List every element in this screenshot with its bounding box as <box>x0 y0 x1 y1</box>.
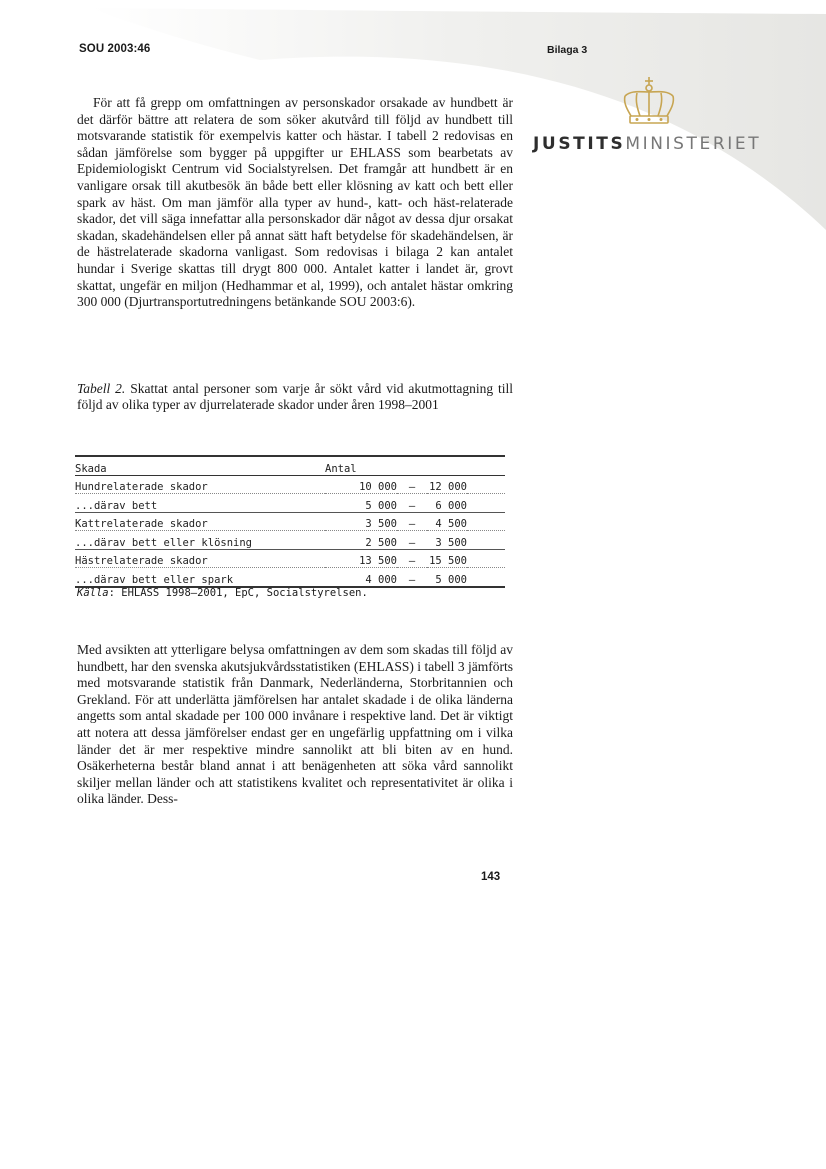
row-low: 4 000 <box>325 568 397 587</box>
row-high: 15 500 <box>427 549 467 568</box>
row-dash: – <box>397 568 427 587</box>
row-spacer <box>467 568 505 587</box>
source-label: Källa <box>77 587 109 599</box>
table-row <box>75 531 505 550</box>
body-paragraph-2: Med avsikten att ytterligare belysa omfattningen av dem som skadas till följd av hundbett, har den svenska akutsjukvårdsstatistiken (EHLASS) i tabell 3 jämförts med motsvarande statistik från Danmark, Nederländerna, Storbritannien och Grekland. För att underlätta jämförelsen har antalet skadade i de olika länderna angetts som antal skadade per 100 000 invånare i respektive land. Det är viktigt att notera att dessa jämförelser endast ger en ungefärlig uppfattning om i vilka länder det är mer respektive mindre sannolikt att bli biten av en hund. Osäkerheterna består bland annat i att benägenheten att söka vård sannolikt skiljer mellan länder och att statistikens kvalitet och representativitet är olika i olika länder. Dess- <box>77 642 513 807</box>
column-header-skada: Skada <box>75 456 325 475</box>
row-low: 10 000 <box>359 481 397 493</box>
table-caption-label: Tabell 2. <box>77 381 126 396</box>
table-row <box>75 512 505 531</box>
row-high: 4 500 <box>427 512 467 531</box>
row-high: 3 500 <box>427 531 467 550</box>
table-row <box>75 568 505 587</box>
row-high: 6 000 <box>427 494 467 513</box>
row-dash: – <box>397 549 427 568</box>
column-header-antal: Antal <box>325 456 467 475</box>
row-low: 3 500 <box>325 512 397 531</box>
injury-table <box>75 455 505 588</box>
row-dash: – <box>408 481 416 493</box>
source-text: : EHLASS 1998–2001, EpC, Socialstyrelsen. <box>108 587 368 599</box>
row-label: Hästrelaterade skador <box>75 549 325 568</box>
row-low: 2 500 <box>325 531 397 550</box>
row-label: ...därav bett eller klösning <box>75 531 325 550</box>
row-spacer <box>467 494 505 513</box>
ministry-wordmark <box>533 134 761 154</box>
table-source-note <box>77 587 368 599</box>
row-spacer <box>467 512 505 531</box>
row-label: ...därav bett eller spark <box>75 568 325 587</box>
row-high: 12 000 <box>429 481 467 493</box>
table-row <box>75 549 505 568</box>
body-paragraph-1: För att få grepp om omfattningen av personskador orsakade av hundbett är det därför bättre att relatera de som söker akutvård till följd av hundbett till motsvarande statistik för exempelvis katter och hästar. I tabell 2 redovisas en sådan jämförelse som bygger på uppgifter ur EHLASS som bearbetats av Epidemiologiskt Centrum vid Socialstyrelsen. Det framgår att hundbett är en vanligare orsak till akutbesök än både bett eller klösning av katt och bett eller spark av häst. Om man jämför alla typer av hund-, katt- och häst-relaterade skador, det vill säga innefattar alla personskador där något av dessa djur orsakat skadan, skadehändelsen eller på annat sätt haft betydelse för skadehändelsen, är de hästrelaterade skadorna vanligast. Som redovisas i bilaga 2 kan antalet hundar i Sverige skattas till drygt 800 000. Antalet katter i landet är, grovt skattat, ungefär en miljon (Hedhammar et al, 1999), och antalet hästar omkring 300 000 (Djurtransportutredningens betänkande SOU 2003:6). <box>77 95 513 310</box>
ministry-wordmark-light: MINISTERIET <box>625 134 762 154</box>
crown-icon <box>619 76 679 126</box>
row-dash: – <box>397 512 427 531</box>
row-high: 5 000 <box>427 568 467 587</box>
table-header-row <box>75 456 505 475</box>
row-dash: – <box>397 531 427 550</box>
row-spacer <box>467 475 505 494</box>
row-label: Kattrelaterade skador <box>75 512 325 531</box>
row-dash: – <box>397 494 427 513</box>
ministry-wordmark-bold: JUSTITS <box>533 134 626 154</box>
table-row <box>75 475 505 494</box>
table-caption-text: Skattat antal personer som varje år sökt vård vid akutmottagning till följd av olika typer av djurrelaterade skador under åren 1998–2001 <box>77 381 514 413</box>
running-header-left: SOU 2003:46 <box>79 43 151 55</box>
row-label: ...därav bett <box>75 494 325 513</box>
row-label: Hundrelaterade skador <box>75 481 208 493</box>
header-spacer <box>467 456 505 475</box>
page-number: 143 <box>481 871 501 883</box>
row-low: 13 500 <box>325 549 397 568</box>
table-row <box>75 494 505 513</box>
running-header-right: Bilaga 3 <box>547 44 588 56</box>
row-low: 5 000 <box>325 494 397 513</box>
row-spacer <box>467 531 505 550</box>
table-caption <box>77 381 513 414</box>
row-spacer <box>467 549 505 568</box>
